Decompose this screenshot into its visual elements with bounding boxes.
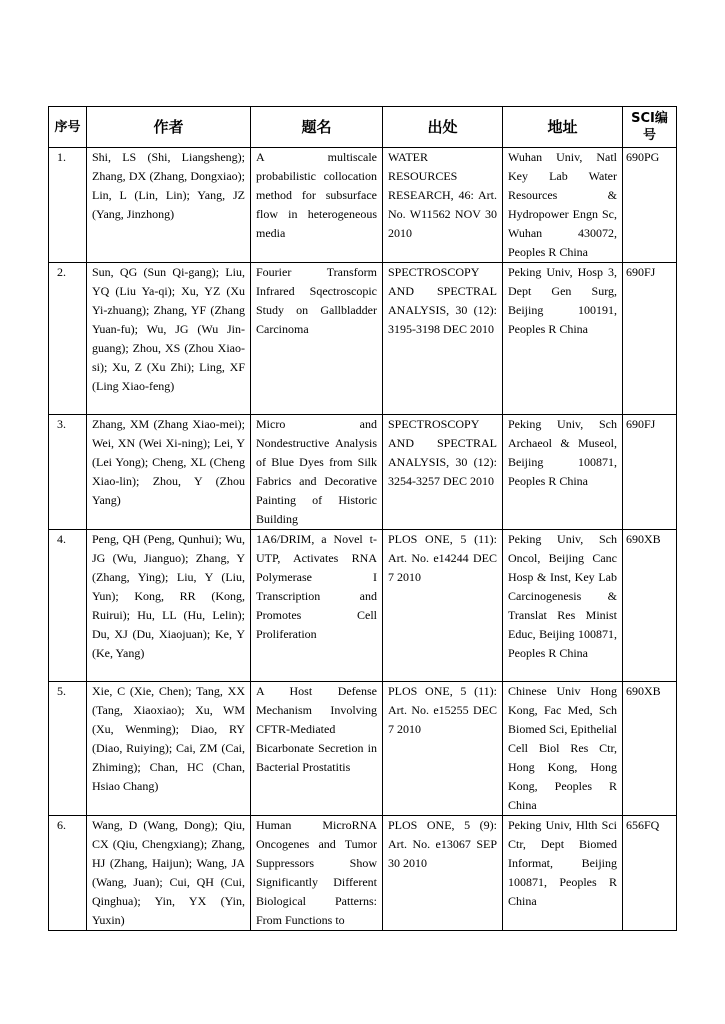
header-address: 地址 <box>503 107 623 148</box>
row-author: Sun, QG (Sun Qi-gang); Liu, YQ (Liu Ya-qi); Xu, YZ (Xu Yi-zhuang); Zhang, YF (Zhang Yuan-fu); Wu, JG (Wu Jin-guang); Zhou, XS (Zhou Xiao-si); Xu, Z (Xu Zhi); Ling, XF (Ling Xiao-feng) <box>87 263 251 415</box>
header-sci-number: SCI编号 <box>623 107 677 148</box>
table-row <box>49 148 677 263</box>
row-sci-number: 690FJ <box>623 263 677 415</box>
row-address: Peking Univ, Sch Oncol, Beijing Canc Hosp & Inst, Key Lab Carcinogenesis & Translat Res Minist Educ, Beijing 100871, Peoples R China <box>503 530 623 682</box>
row-number: 4. <box>49 530 87 682</box>
row-sci-number: 690FJ <box>623 415 677 530</box>
row-address: Peking Univ, Sch Archaeol & Museol, Beijing 100871, Peoples R China <box>503 415 623 530</box>
row-address: Chinese Univ Hong Kong, Fac Med, Sch Biomed Sci, Epithelial Cell Biol Res Ctr, Hong Kong, Hong Kong, Peoples R China <box>503 682 623 816</box>
header-number: 序号 <box>49 107 87 148</box>
row-sci-number: 690PG <box>623 148 677 263</box>
row-number: 5. <box>49 682 87 816</box>
header-source: 出处 <box>383 107 503 148</box>
row-source: WATER RESOURCES RESEARCH, 46: Art. No. W11562 NOV 30 2010 <box>383 148 503 263</box>
row-number: 1. <box>49 148 87 263</box>
table-row <box>49 415 677 530</box>
row-author: Shi, LS (Shi, Liangsheng); Zhang, DX (Zhang, Dongxiao); Lin, L (Lin, Lin); Yang, JZ (Yang, Jinzhong) <box>87 148 251 263</box>
table-row <box>49 682 677 816</box>
row-sci-number: 690XB <box>623 682 677 816</box>
row-source: SPECTROSCOPY AND SPECTRAL ANALYSIS, 30 (12): 3195-3198 DEC 2010 <box>383 263 503 415</box>
row-title: Fourier Transform Infrared Sqectroscopic Study on Gallbladder Carcinoma <box>251 263 383 415</box>
row-title: A multiscale probabilistic collocation method for subsurface flow in heterogeneous media <box>251 148 383 263</box>
row-source: PLOS ONE, 5 (9): Art. No. e13067 SEP 30 2010 <box>383 816 503 931</box>
row-address: Wuhan Univ, Natl Key Lab Water Resources & Hydropower Engn Sc, Wuhan 430072, Peoples R China <box>503 148 623 263</box>
row-number: 2. <box>49 263 87 415</box>
row-source: PLOS ONE, 5 (11): Art. No. e14244 DEC 7 2010 <box>383 530 503 682</box>
table-row <box>49 263 677 415</box>
row-source: PLOS ONE, 5 (11): Art. No. e15255 DEC 7 2010 <box>383 682 503 816</box>
row-title: Micro and Nondestructive Analysis of Blue Dyes from Silk Fabrics and Decorative Painting of Historic Building <box>251 415 383 530</box>
table-row <box>49 816 677 931</box>
header-row <box>49 107 677 148</box>
row-author: Wang, D (Wang, Dong); Qiu, CX (Qiu, Chengxiang); Zhang, HJ (Zhang, Haijun); Wang, JA (Wang, Juan); Cui, QH (Cui, Qinghua); Yin, YX (Yin, Yuxin) <box>87 816 251 931</box>
row-address: Peking Univ, Hosp 3, Dept Gen Surg, Beijing 100191, Peoples R China <box>503 263 623 415</box>
row-author: Zhang, XM (Zhang Xiao-mei); Wei, XN (Wei Xi-ning); Lei, Y (Lei Yong); Cheng, XL (Cheng Xiao-lin); Zhou, Y (Zhou Yang) <box>87 415 251 530</box>
row-number: 3. <box>49 415 87 530</box>
row-title: A Host Defense Mechanism Involving CFTR-Mediated Bicarbonate Secretion in Bacterial Prostatitis <box>251 682 383 816</box>
row-sci-number: 656FQ <box>623 816 677 931</box>
row-source: SPECTROSCOPY AND SPECTRAL ANALYSIS, 30 (12): 3254-3257 DEC 2010 <box>383 415 503 530</box>
publication-table <box>48 106 677 931</box>
row-sci-number: 690XB <box>623 530 677 682</box>
row-title: 1A6/DRIM, a Novel t-UTP, Activates RNA Polymerase I Transcription and Promotes Cell Proliferation <box>251 530 383 682</box>
row-title: Human MicroRNA Oncogenes and Tumor Suppressors Show Significantly Different Biological Patterns: From Functions to <box>251 816 383 931</box>
row-address: Peking Univ, Hlth Sci Ctr, Dept Biomed Informat, Beijing 100871, Peoples R China <box>503 816 623 931</box>
header-title: 题名 <box>251 107 383 148</box>
row-author: Xie, C (Xie, Chen); Tang, XX (Tang, Xiaoxiao); Xu, WM (Xu, Wenming); Diao, RY (Diao, Ruiying); Cai, ZM (Cai, Zhiming); Chan, HC (Chan, Hsiao Chang) <box>87 682 251 816</box>
row-number: 6. <box>49 816 87 931</box>
row-author: Peng, QH (Peng, Qunhui); Wu, JG (Wu, Jianguo); Zhang, Y (Zhang, Ying); Liu, Y (Liu, Yun); Kong, RR (Kong, Ruirui); Hu, LL (Hu, Lelin); Du, XJ (Du, Xiaojuan); Ke, Y (Ke, Yang) <box>87 530 251 682</box>
header-author: 作者 <box>87 107 251 148</box>
table-row <box>49 530 677 682</box>
